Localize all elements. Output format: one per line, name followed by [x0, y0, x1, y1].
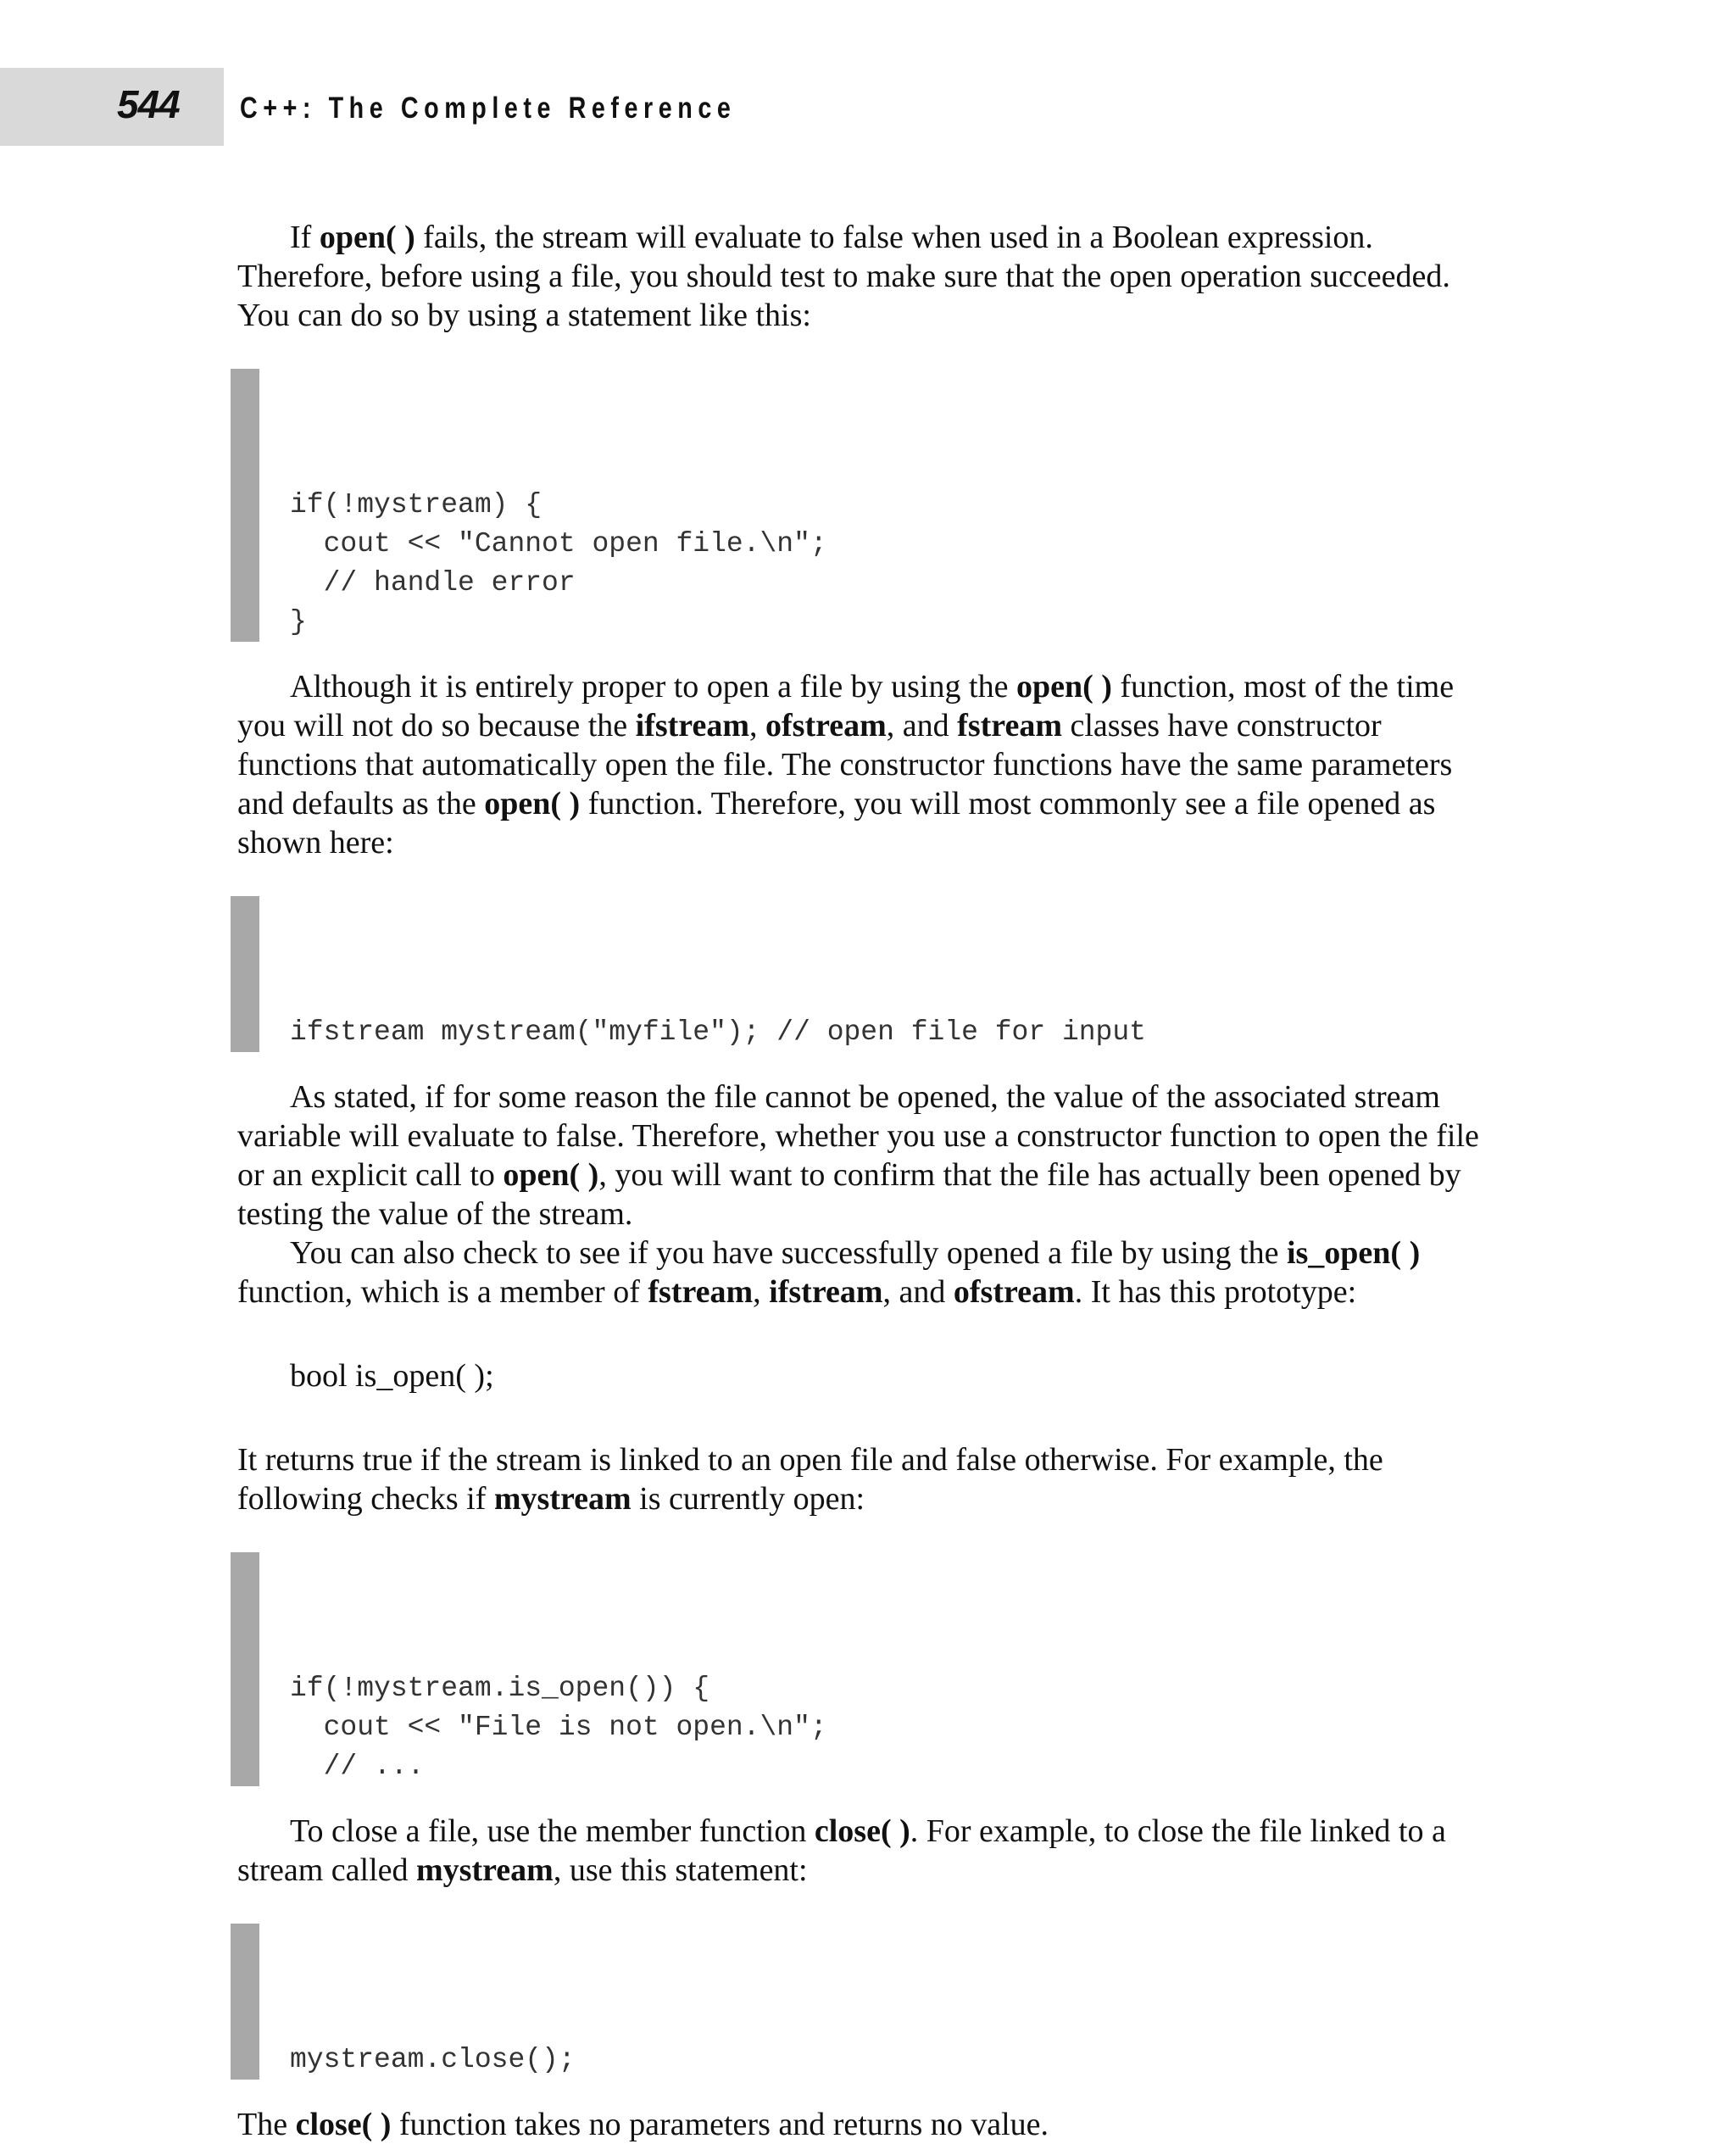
bold-term: fstream: [957, 708, 1062, 743]
paragraph: [237, 1078, 1492, 1233]
text-run: To close a file, use the member function: [290, 1813, 815, 1849]
code-line: }: [290, 606, 307, 638]
code-block: [237, 1552, 1492, 1786]
bold-term: open( ): [503, 1157, 599, 1193]
code-block-bar: [231, 369, 259, 642]
page-number: 544: [117, 82, 180, 126]
page-header-tab: [0, 68, 224, 146]
prototype-line: bool is_open( );: [290, 1358, 494, 1394]
bold-term: mystream: [416, 1852, 554, 1888]
code-block: [237, 369, 1492, 642]
text-run: It returns true if the stream is linked to an open file and false otherwise. For example, the following checks if: [237, 1442, 1383, 1517]
text-run: function. Therefore, you will most commonly see a file opened as shown here:: [237, 786, 1436, 860]
text-run: . For example, to close the file linked to a stream called: [237, 1813, 1446, 1888]
bold-term: close( ): [814, 1813, 910, 1849]
code-line: // ...: [290, 1751, 425, 1782]
text-run: As stated, if for some reason the file cannot be opened, the value of the associated stream variable will evaluate to false. Therefore, whether you use a constructor function to open the file or an explicit call to: [237, 1079, 1479, 1193]
code-block: [237, 896, 1492, 1052]
code-line: cout << "Cannot open file.\n";: [290, 528, 827, 560]
code-line: // handle error: [290, 567, 576, 599]
bold-term: is_open( ): [1286, 1235, 1421, 1271]
bold-term: fstream: [648, 1274, 754, 1310]
text-run: You can also check to see if you have successfully opened a file by using the: [290, 1235, 1287, 1271]
code-line: if(!mystream.is_open()) {: [290, 1673, 710, 1704]
code-line: if(!mystream) {: [290, 489, 542, 521]
text-run: ,: [753, 1274, 770, 1310]
code-block: [237, 1924, 1492, 2080]
bold-term: mystream: [493, 1481, 632, 1517]
paragraph: [237, 1440, 1492, 1518]
paragraph: [237, 218, 1492, 335]
text-run: , you will want to confirm that the file has actually been opened by testing the value of the stream.: [237, 1157, 1461, 1232]
paragraph: [237, 1233, 1492, 1311]
text-run: If: [290, 220, 320, 255]
code-line: mystream.close();: [290, 2044, 576, 2075]
bold-term: ifstream: [635, 708, 749, 743]
text-run: function, most of the time you will not do so because the: [237, 669, 1455, 743]
bold-term: ifstream: [769, 1274, 883, 1310]
code-block-bar: [231, 896, 259, 1052]
bold-term: ofstream: [953, 1274, 1075, 1310]
page-body: [237, 218, 1492, 2144]
code-block-bar: [231, 1552, 259, 1786]
code-line: ifstream mystream("myfile"); // open file for input: [290, 1016, 1146, 1048]
text-run: ,: [749, 708, 765, 743]
text-run: , and: [886, 708, 958, 743]
paragraph: [237, 1812, 1492, 1890]
text-run: function, which is a member of: [237, 1274, 648, 1310]
code-block-bar: [231, 1924, 259, 2080]
text-run: Although it is entirely proper to open a file by using the: [290, 669, 1016, 704]
text-run: function takes no parameters and returns no value.: [391, 2107, 1049, 2142]
paragraph: [237, 667, 1492, 862]
text-run: , use this statement:: [553, 1852, 808, 1888]
running-title: C++: The Complete Reference: [240, 92, 737, 125]
text-run: fails, the stream will evaluate to false when used in a Boolean expression. Therefore, before using a file, you should test to make sure that the open operation succeeded. You can do so by using a statement like this:: [237, 220, 1450, 333]
text-run: . It has this prototype:: [1074, 1274, 1357, 1310]
bold-term: close( ): [295, 2107, 392, 2142]
bold-term: open( ): [484, 786, 581, 821]
bold-term: open( ): [1015, 669, 1112, 704]
text-run: , and: [882, 1274, 954, 1310]
text-run: classes have constructor functions that automatically open the file. The constructor functions have the same parameters and defaults as the: [237, 708, 1453, 821]
paragraph: [237, 2105, 1492, 2144]
bold-term: ofstream: [765, 708, 887, 743]
bold-term: open( ): [319, 220, 415, 255]
code-line: cout << "File is not open.\n";: [290, 1712, 827, 1743]
text-run: The: [237, 2107, 296, 2142]
text-run: is currently open:: [631, 1481, 865, 1517]
